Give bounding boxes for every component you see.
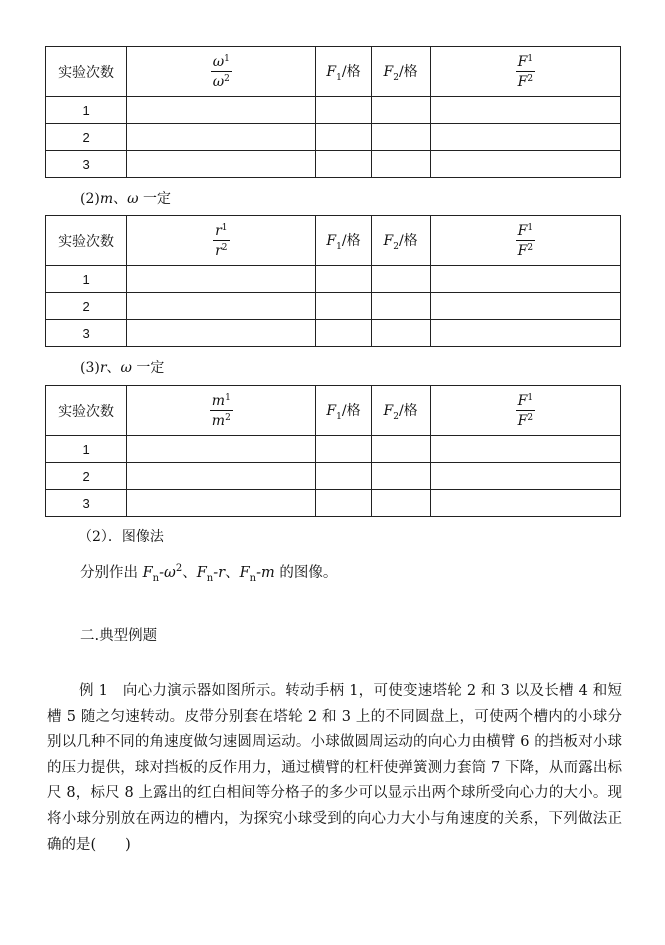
header-f1: $F_1/$格 bbox=[316, 47, 371, 97]
table-cell[interactable] bbox=[371, 490, 430, 517]
table-cell[interactable] bbox=[430, 266, 620, 293]
table-row bbox=[46, 320, 621, 347]
force-fraction: $\frac{F^1}{F^2}$ bbox=[517, 392, 534, 429]
table-cell[interactable] bbox=[371, 463, 430, 490]
table-cell[interactable] bbox=[316, 124, 371, 151]
header-f2: $F_2/$格 bbox=[371, 386, 430, 436]
table-cell[interactable] bbox=[430, 463, 620, 490]
table-cell[interactable] bbox=[371, 151, 430, 178]
header-f2: $F_2/$格 bbox=[371, 47, 430, 97]
trial-number: 3 bbox=[46, 320, 127, 347]
table-row bbox=[46, 490, 621, 517]
table-cell[interactable] bbox=[127, 463, 316, 490]
data-table-1 bbox=[45, 46, 621, 178]
table-row bbox=[46, 124, 621, 151]
table-cell[interactable] bbox=[316, 490, 371, 517]
table-row bbox=[46, 266, 621, 293]
table-cell[interactable] bbox=[371, 97, 430, 124]
table-cell[interactable] bbox=[127, 151, 316, 178]
table-cell[interactable] bbox=[316, 266, 371, 293]
header-variable-ratio bbox=[127, 47, 316, 97]
table-cell[interactable] bbox=[430, 293, 620, 320]
table-row bbox=[46, 463, 621, 490]
table-cell[interactable] bbox=[430, 320, 620, 347]
variable-fraction: $\frac{r^1}{r^2}$ bbox=[215, 222, 228, 259]
example-paragraph: 例 1 向心力演示器如图所示。转动手柄 1，可使变速塔轮 2 和 3 以及长槽 4 和短槽 5 随之匀速转动。皮带分别套在塔轮 2 和 3 上的不同圆盘上，可使两个槽内的小球分别以几种不同的角速度做匀速圆周运动。小球做圆周运动的向心力由横臂 6 的挡板对小球的压力提供，球对挡板的反作用力，通过横臂的杠杆使弹簧测力套筒 7 下降，从而露出标尺 8，标尺 8 上露出的红白相间等分格子的多少可以显示出两个球所受向心力的大小。现将小球分别放在两边的槽内，为探究小球受到的向心力大小与角速度的关系，下列做法正确的是( ) bbox=[47, 683, 622, 853]
table-cell[interactable] bbox=[371, 124, 430, 151]
table-cell[interactable] bbox=[127, 490, 316, 517]
header-trial-count: 实验次数 bbox=[46, 47, 127, 97]
header-force-ratio bbox=[430, 216, 620, 266]
table-caption-2: (2)m、ω 一定 bbox=[80, 191, 171, 207]
table-row bbox=[46, 436, 621, 463]
table-cell[interactable] bbox=[316, 463, 371, 490]
table-cell[interactable] bbox=[430, 124, 620, 151]
header-f1: $F_1/$格 bbox=[316, 386, 371, 436]
table-row bbox=[46, 293, 621, 320]
table-cell[interactable] bbox=[316, 151, 371, 178]
table-cell[interactable] bbox=[371, 293, 430, 320]
header-f2: $F_2/$格 bbox=[371, 216, 430, 266]
table-row bbox=[46, 151, 621, 178]
table-header-row bbox=[46, 386, 621, 436]
table-cell[interactable] bbox=[371, 266, 430, 293]
table-cell[interactable] bbox=[127, 266, 316, 293]
trial-number: 3 bbox=[46, 151, 127, 178]
trial-number: 1 bbox=[46, 97, 127, 124]
table-cell[interactable] bbox=[316, 97, 371, 124]
table-row bbox=[46, 97, 621, 124]
header-f1: $F_1/$格 bbox=[316, 216, 371, 266]
table-cell[interactable] bbox=[430, 151, 620, 178]
table-cell[interactable] bbox=[316, 293, 371, 320]
table-cell[interactable] bbox=[316, 436, 371, 463]
table-cell[interactable] bbox=[127, 293, 316, 320]
table-caption-3: (3)r、ω 一定 bbox=[80, 360, 165, 376]
header-variable-ratio bbox=[127, 216, 316, 266]
trial-number: 1 bbox=[46, 266, 127, 293]
table-cell[interactable] bbox=[430, 436, 620, 463]
table-cell[interactable] bbox=[127, 320, 316, 347]
trial-number: 2 bbox=[46, 124, 127, 151]
header-trial-count: 实验次数 bbox=[46, 216, 127, 266]
header-variable-ratio bbox=[127, 386, 316, 436]
trial-number: 2 bbox=[46, 463, 127, 490]
table-cell[interactable] bbox=[127, 436, 316, 463]
data-table-2 bbox=[45, 215, 621, 347]
table-cell[interactable] bbox=[430, 490, 620, 517]
table-header-row bbox=[46, 216, 621, 266]
force-fraction: $\frac{F^1}{F^2}$ bbox=[517, 222, 534, 259]
trial-number: 1 bbox=[46, 436, 127, 463]
force-fraction: $\frac{F^1}{F^2}$ bbox=[517, 53, 534, 90]
variable-fraction: $\frac{\omega^1}{\omega^2}$ bbox=[212, 53, 230, 90]
table-header-row bbox=[46, 47, 621, 97]
table-cell[interactable] bbox=[371, 436, 430, 463]
header-trial-count: 实验次数 bbox=[46, 386, 127, 436]
table-cell[interactable] bbox=[127, 97, 316, 124]
header-force-ratio bbox=[430, 47, 620, 97]
data-table-3 bbox=[45, 385, 621, 517]
table-cell[interactable] bbox=[127, 124, 316, 151]
table-cell[interactable] bbox=[430, 97, 620, 124]
section-heading: 二.典型例题 bbox=[80, 628, 158, 644]
trial-number: 2 bbox=[46, 293, 127, 320]
method-heading: （2）．图像法 bbox=[78, 529, 164, 545]
trial-number: 3 bbox=[46, 490, 127, 517]
variable-fraction: $\frac{m^1}{m^2}$ bbox=[211, 392, 231, 429]
table-cell[interactable] bbox=[316, 320, 371, 347]
method-text: 分别作出 $F_n-\omega^2$、$F_n-r$、$F_n-m$ 的图像。 bbox=[80, 563, 338, 584]
table-cell[interactable] bbox=[371, 320, 430, 347]
header-force-ratio bbox=[430, 386, 620, 436]
